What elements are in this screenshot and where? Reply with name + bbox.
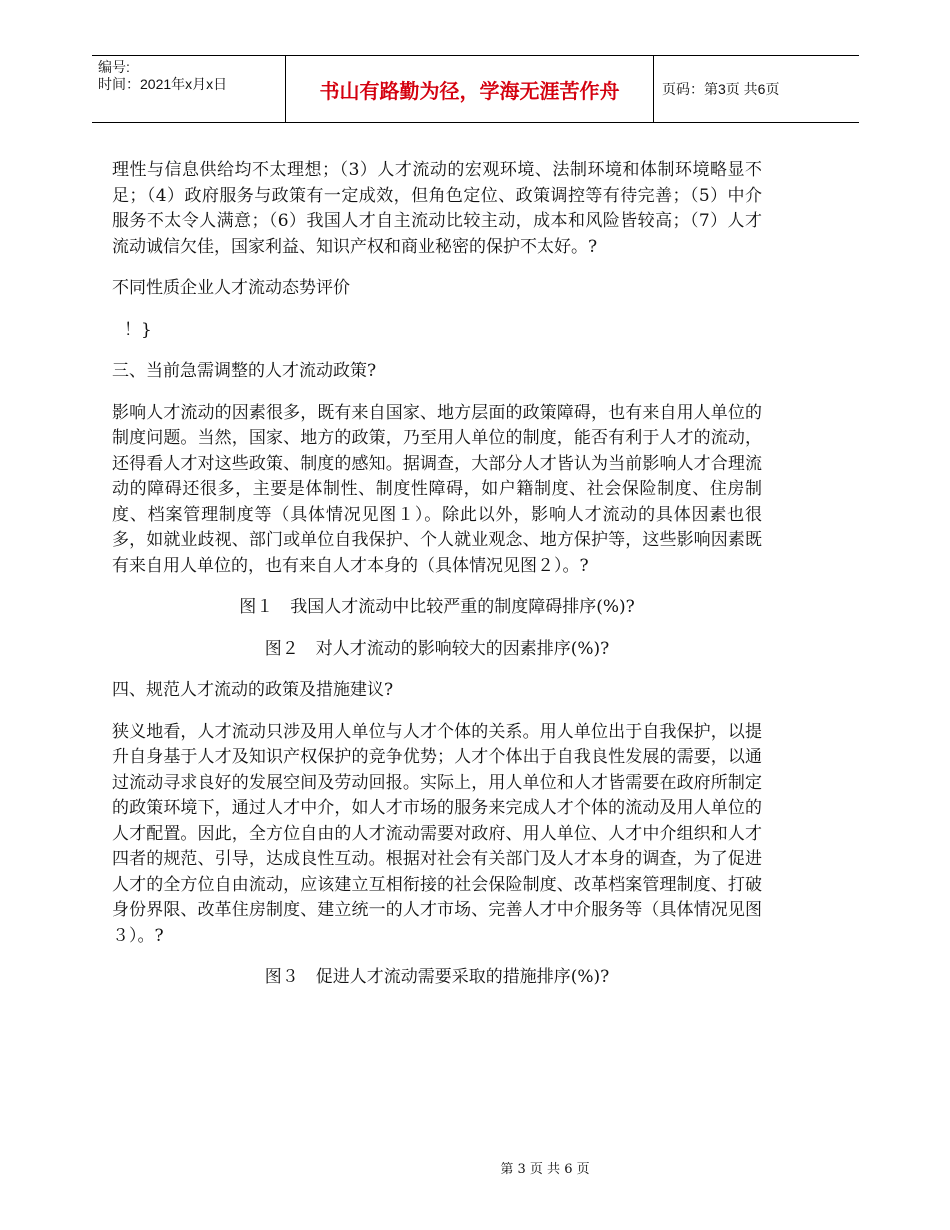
time-label: 时间：2021年x月x日 — [98, 76, 228, 92]
figure-caption: 图２ 对人才流动的影响较大的因素排序(%)? — [264, 638, 610, 659]
paragraph: 狭义地看，人才流动只涉及用人单位与人才个体的关系。用人单位出于自我保护，以提升自身基于人才及知识产权保护的竞争优势；人才个体出于自我良性发展的需要，以通过流动寻求良好的发展空间及劳动回报。实际上，用人单位和人才皆需要在政府所制定的政策环境下，通过人才中介，如人才市场的服务来完成人才个体的流动及用人单位的人才配置。因此，全方位自由的人才流动需要对政府、用人单位、人才中介组织和人才四者的规范、引导，达成良性互动。根据对社会有关部门及人才本身的调查，为了促进人才的全方位自由流动，应该建立互相衔接的社会保险制度、改革档案管理制度、打破身份界限、改革住房制度、建立统一的人才市场、完善人才中介服务等（具体情况见图３）。? — [112, 721, 762, 946]
section-heading: 三、当前急需调整的人才流动政策? — [112, 361, 377, 381]
figure-caption: 图３ 促进人才流动需要采取的措施排序(%)? — [264, 967, 610, 987]
header-motto: 书山有路勤为径，学海无涯苦作舟 — [286, 56, 654, 122]
page-header — [92, 55, 859, 123]
page-footer: 第 3 页 共 6 页 — [500, 1162, 590, 1177]
figure-caption: 图１ 我国人才流动中比较严重的制度障碍排序(%)? — [239, 597, 635, 617]
paragraph: 影响人才流动的因素很多，既有来自国家、地方层面的政策障碍，也有来自用人单位的制度问题。当然，国家、地方的政策，乃至用人单位的制度，能否有利于人才的流动，还得看人才对这些政策、制度的感知。据调查，大部分人才皆认为当前影响人才合理流动的障碍还很多，主要是体制性、制度性障碍，如户籍制度、社会保险制度、住房制度、档案管理制度等（具体情况见图１）。除此以外，影响人才流动的具体因素也很多，如就业歧视、部门或单位自我保护、个人就业观念、地方保护等，这些影响因素既有来自用人单位的，也有来自人才本身的（具体情况见图２）。? — [112, 402, 762, 576]
placeholder-text: ！} — [124, 319, 152, 340]
header-page-info: 页码：第3页 共6页 — [662, 81, 780, 97]
paragraph: 理性与信息供给均不太理想；（3）人才流动的宏观环境、法制环境和体制环境略显不足；（4）政府服务与政策有一定成效，但角色定位、政策调控等有待完善；（5）中介服务不太令人满意；（6）我国人才自主流动比较主动，成本和风险皆较高；（7）人才流动诚信欠佳，国家利益、知识产权和商业秘密的保护不太好。? — [112, 160, 762, 257]
header-meta-cell — [92, 56, 286, 122]
subheading: 不同性质企业人才流动态势评价 — [112, 278, 350, 298]
document-body — [112, 158, 762, 1007]
section-heading: 四、规范人才流动的政策及措施建议? — [112, 680, 394, 700]
number-label: 编号: — [98, 59, 130, 75]
